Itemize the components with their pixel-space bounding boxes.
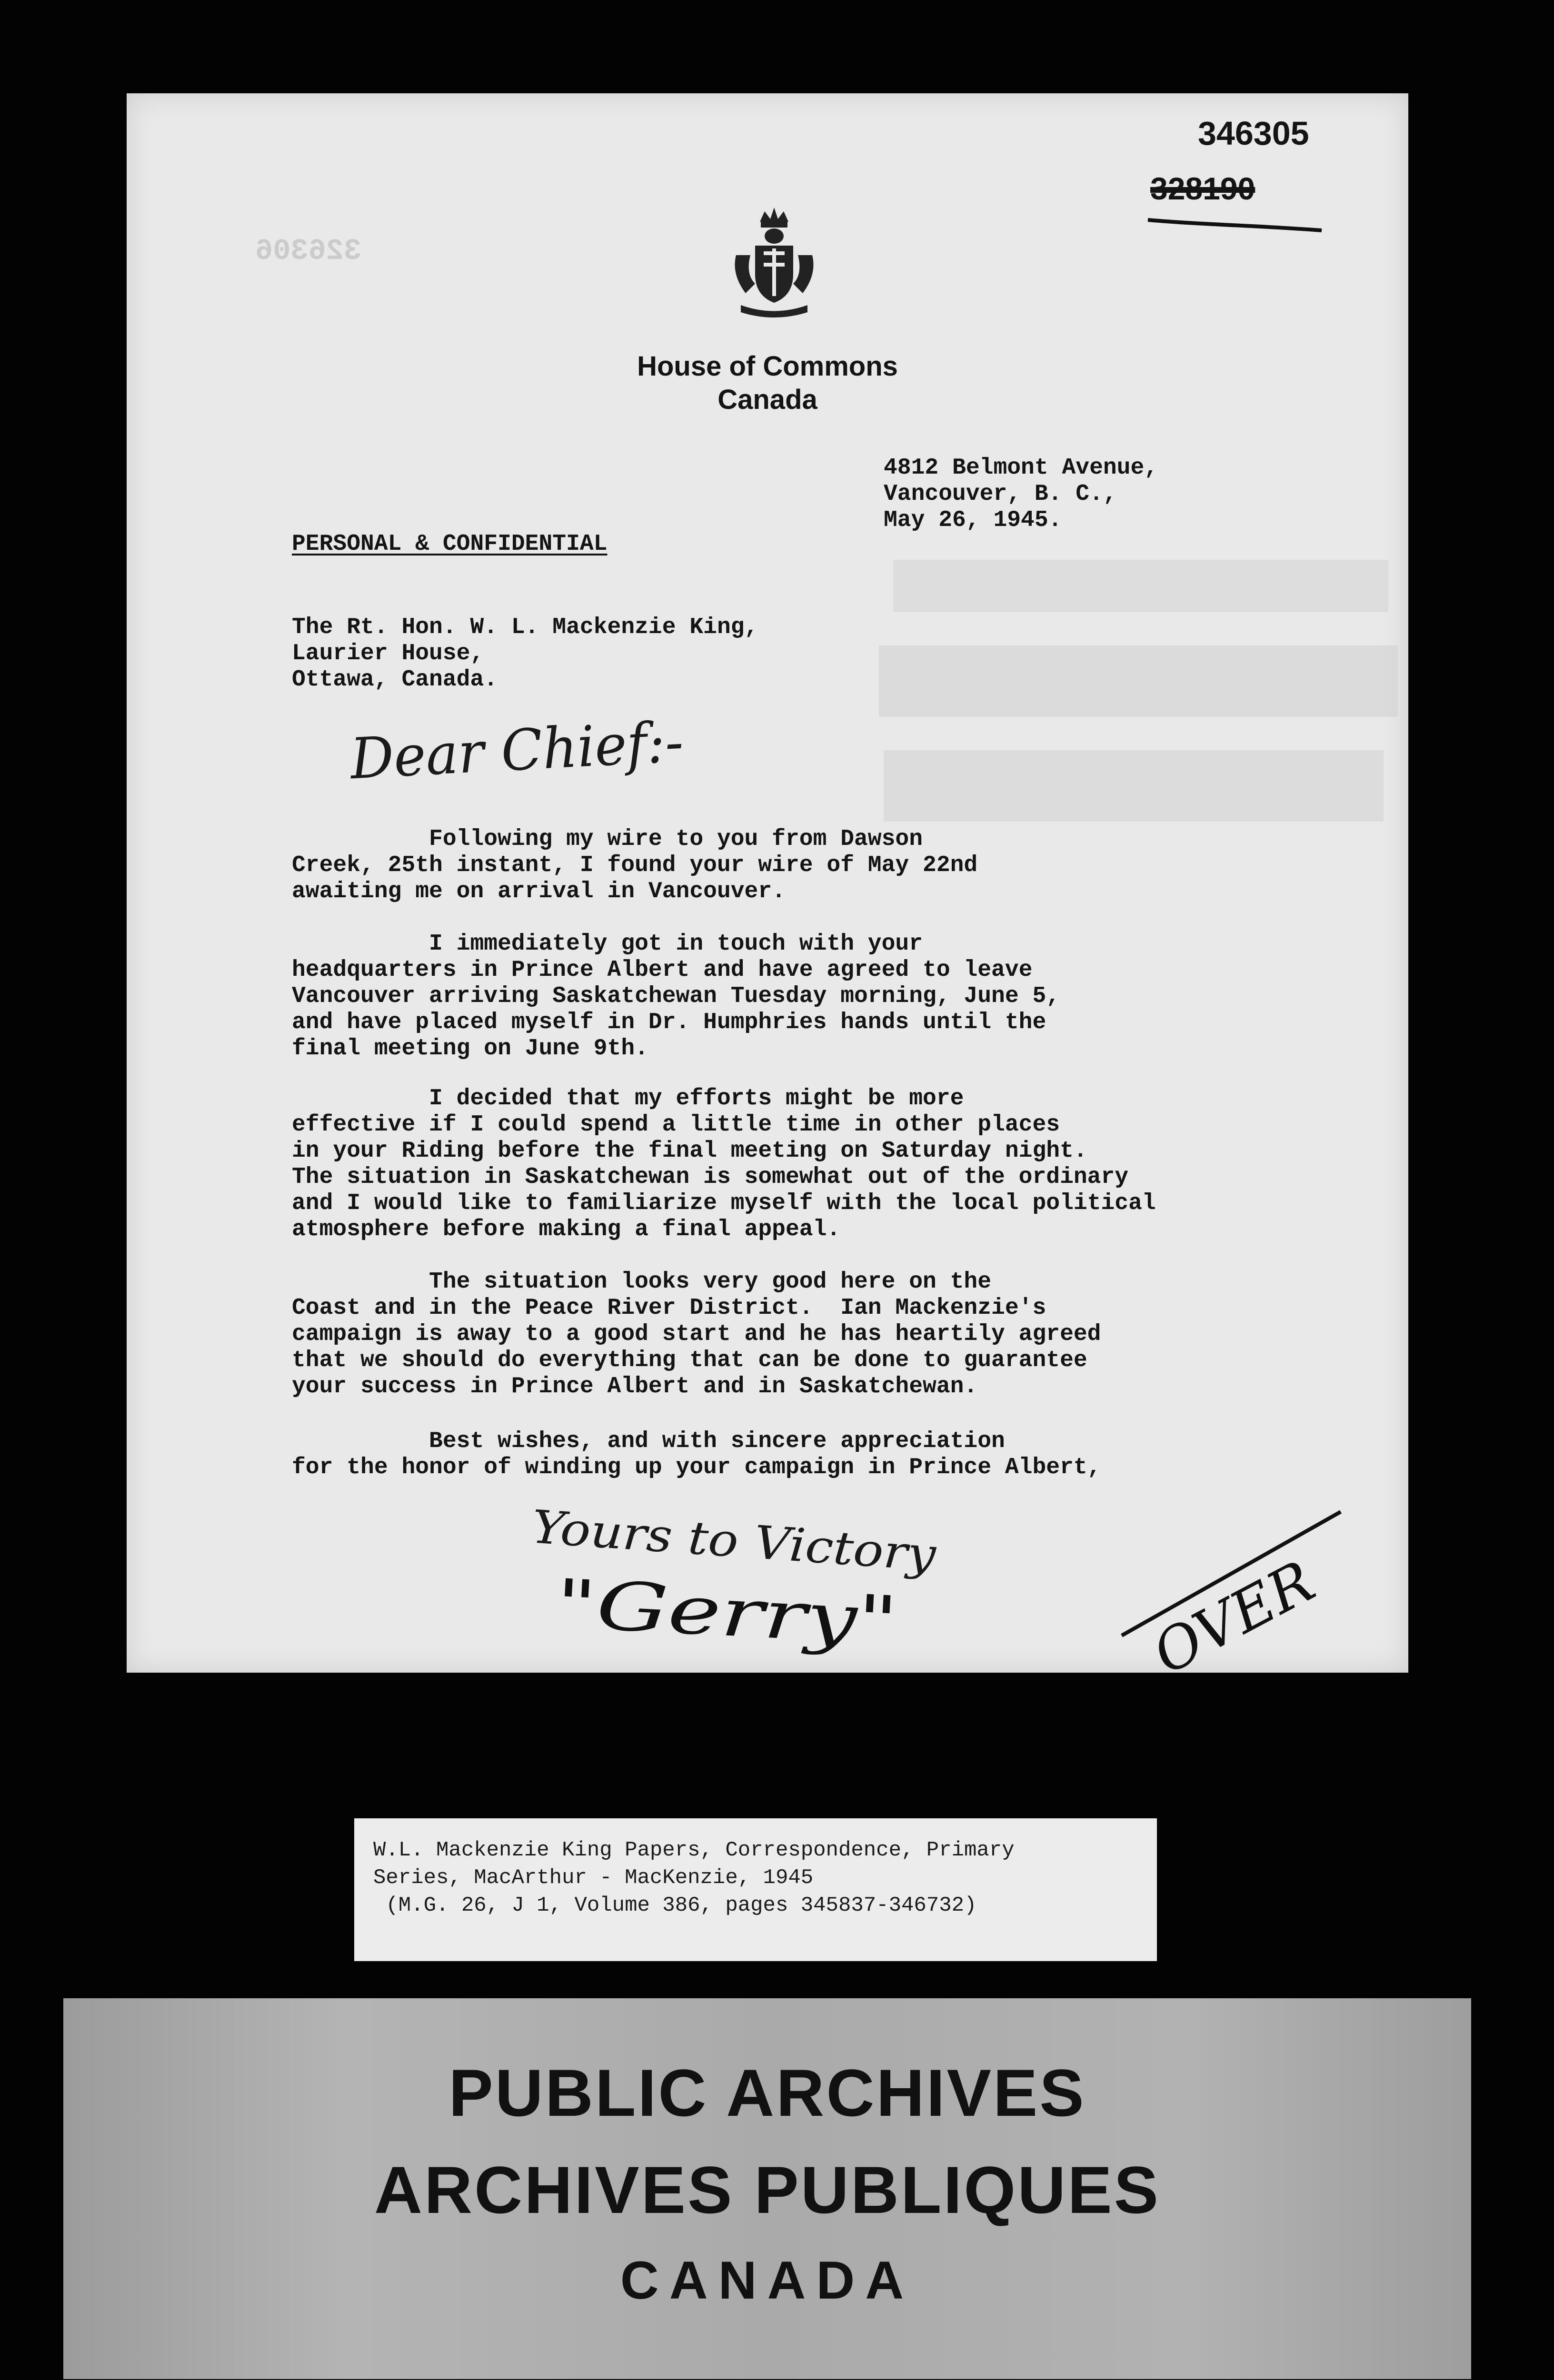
confidential-marking: PERSONAL & CONFIDENTIAL	[292, 531, 608, 557]
reference-number: 346305	[1198, 115, 1309, 152]
body-paragraph: Following my wire to you from Dawson Creek, 25th instant, I found your wire of May 22nd awaiting me on arrival in Vancouver.	[292, 826, 978, 904]
over-note	[1117, 1493, 1355, 1687]
letter-date: May 26, 1945.	[884, 507, 1062, 533]
catalog-label	[354, 1818, 1157, 1961]
strike-underline-mark	[1146, 211, 1326, 235]
salutation-text: Dear Chief:-	[349, 708, 697, 792]
recipient-line: The Rt. Hon. W. L. Mackenzie King,	[292, 615, 758, 640]
over-note-text: OVER	[1143, 1548, 1325, 1687]
body-paragraph: I decided that my efforts might be more effective if I could spend a little time in other places in your Riding before the final meeting on Saturday night. The situation in Saskatchewan is somewhat out of the ordinary and I would like to familiarize myself with the local political atmosphere before making a final appeal.	[292, 1086, 1156, 1242]
struck-reference-number: 328190	[1150, 171, 1255, 206]
sender-address-line: 4812 Belmont Avenue,	[884, 455, 1158, 481]
catalog-line: (M.G. 26, J 1, Volume 386, pages 345837-346732)	[373, 1894, 977, 1917]
letterhead-title: House of Commons	[637, 351, 898, 382]
archives-line-english: PUBLIC ARCHIVES	[448, 2055, 1086, 2130]
letter-page	[127, 93, 1408, 1687]
handwritten-salutation	[346, 707, 707, 803]
coat-of-arms-icon	[727, 203, 822, 322]
public-archives-banner	[63, 1998, 1471, 2379]
body-paragraph: Best wishes, and with sincere appreciation for the honor of winding up your campaign in Prince Albert,	[292, 1428, 1101, 1480]
recipient-line: Ottawa, Canada.	[292, 667, 498, 693]
catalog-line: W.L. Mackenzie King Papers, Correspondence, Primary	[373, 1838, 1015, 1862]
closing-text: Yours to Victory	[530, 1500, 903, 1579]
letterhead-country: Canada	[717, 384, 817, 415]
body-paragraph: The situation looks very good here on the Coast and in the Peace River District. Ian Mackenzie's campaign is away to a good start and he has heartily agreed that we should do everything that can be done to guarantee your success in Prince Albert and in Saskatchewan.	[292, 1269, 1101, 1399]
catalog-line: Series, MacArthur - MacKenzie, 1945	[373, 1866, 814, 1890]
sender-address-line: Vancouver, B. C.,	[884, 481, 1117, 507]
handwritten-signature	[546, 1565, 917, 1664]
ghost-reference-number: 326306	[255, 234, 362, 268]
archives-line-french: ARCHIVES PUBLIQUES	[374, 2152, 1161, 2227]
recipient-line: Laurier House,	[292, 641, 484, 666]
archives-line-country: CANADA	[620, 2251, 915, 2310]
signature-text: "Gerry"	[553, 1565, 813, 1656]
body-paragraph: I immediately got in touch with your headquarters in Prince Albert and have agreed to leave Vancouver arriving Saskatchewan Tuesday morning, June 5, and have placed myself in Dr. Humphries hands until the final meeting on June 9th.	[292, 931, 1060, 1061]
